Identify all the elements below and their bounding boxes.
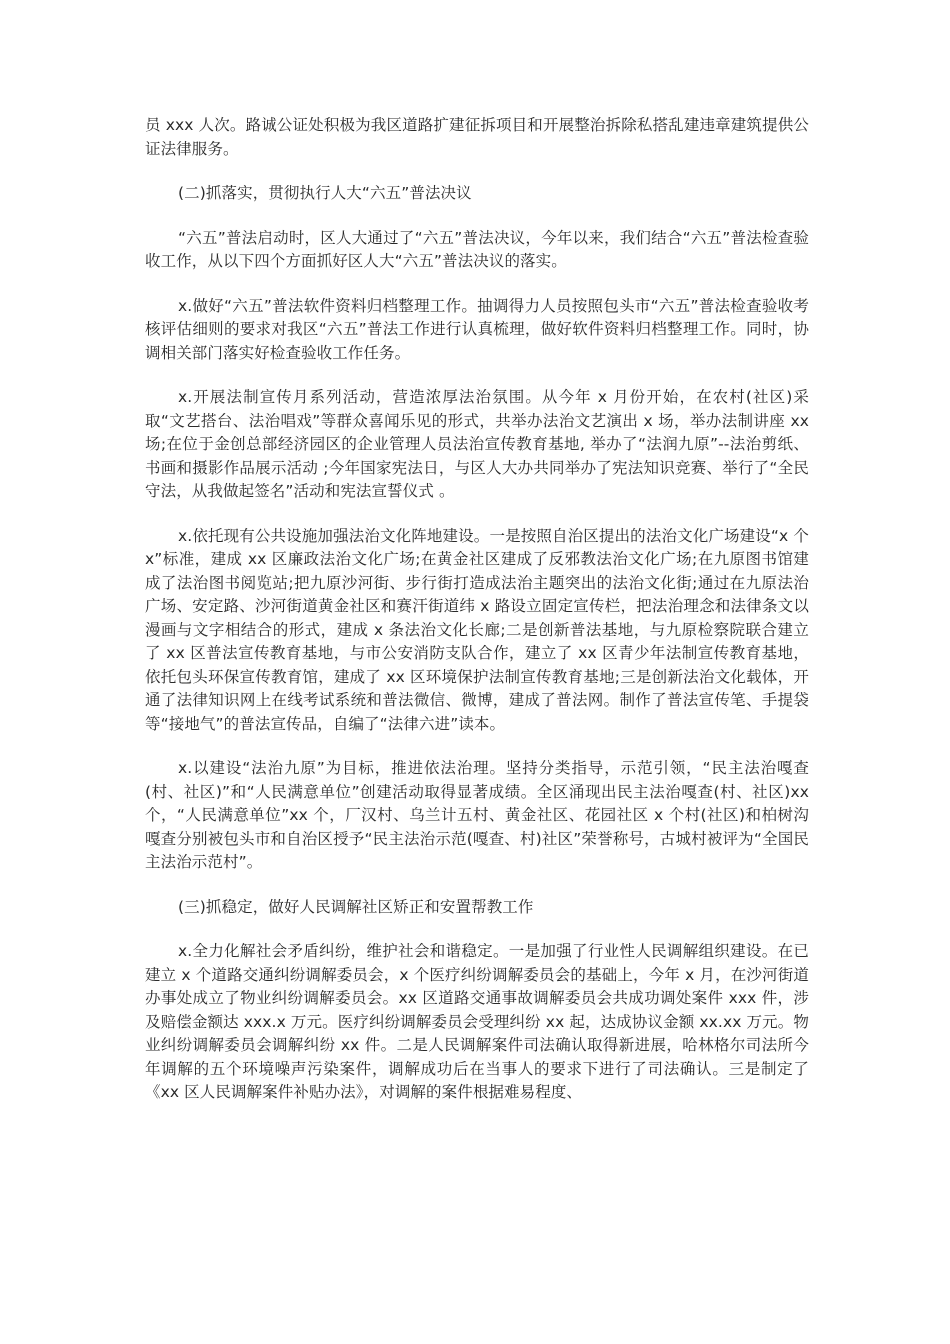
section-heading-three: (三)抓稳定，做好人民调解社区矫正和安置帮教工作 <box>178 897 534 916</box>
paragraph-item-publicity-month: x.开展法制宣传月系列活动，营造浓厚法治氛围。从今年 x 月份开始，在农村(社区)采取“文艺搭台、法治唱戏”等群众喜闻乐见的形式，共举办法治文艺演出 x 场，举办法制讲座 xx 场;在位于金创总部经济园区的企业管理人员法治宣传教育基地, 举办了“法润九原”--法治剪纸、书画和摄影作品展示活动 ;今年国家宪法日，与区人大办共同举办了宪法知识竞赛、举行了“全民守法，从我做起签名”活动和宪法宣誓仪式 。 <box>145 388 809 500</box>
paragraph-item-mediation: x.全力化解社会矛盾纠纷，维护社会和谐稳定。一是加强了行业性人民调解组织建设。在已建立 x 个道路交通纠纷调解委员会，x 个医疗纠纷调解委员会的基础上，今年 x 月，在沙河街道办事处成立了物业纠纷调解委员会。xx 区道路交通事故调解委员会共成功调处案件 xxx 件，涉及赔偿金额达 xxx.x 万元。医疗纠纷调解委员会受理纠纷 xx 起，达成协议金额 xx.xx 万元。物业纠纷调解委员会调解纠纷 xx 件。二是人民调解案件司法确认取得新进展，哈林格尔司法所今年调解的五个环境噪声污染案件，调解成功后在当事人的要求下进行了司法确认。三是制定了《xx 区人民调解案件补贴办法》，对调解的案件根据难易程度、 <box>145 942 809 1101</box>
document-page <box>145 114 809 1105</box>
paragraph-item-rule-of-law: x.以建设“法治九原”为目标，推进依法治理。坚持分类指导，示范引领，“民主法治嘎查(村、社区)”和“人民满意单位”创建活动取得显著成绩。全区涌现出民主法治嘎查(村、社区)xx 个，“人民满意单位”xx 个，厂汉村、乌兰计五村、黄金社区、花园社区 x 个村(社区)和柏树沟嘎查分别被包头市和自治区授予“民主法治示范(嘎查、村)社区”荣誉称号，古城村被评为“全国民主法治示范村”。 <box>145 759 809 871</box>
paragraph-item-culture-base: x.依托现有公共设施加强法治文化阵地建设。一是按照自治区提出的法治文化广场建设“x 个 x”标准，建成 xx 区廉政法治文化广场;在黄金社区建成了反邪教法治文化广场;在九原图书馆建成了法治图书阅览站;把九原沙河街、步行街打造成法治主题突出的法治文化街;通过在九原法治广场、安定路、沙河街道黄金社区和赛汗街道纬 x 路设立固定宣传栏，把法治理念和法律条文以漫画与文字相结合的形式，建成 x 条法治文化长廊;二是创新普法基地，与九原检察院联合建立了 xx 区普法宣传教育基地，与市公安消防支队合作，建立了 xx 区青少年法制宣传教育基地，依托包头环保宣传教育馆，建成了 xx 区环境保护法制宣传教育基地;三是创新法治文化载体，开通了法律知识网上在线考试系统和普法微信、微博，建成了普法网。制作了普法宣传笔、手提袋等“接地气”的普法宣传品，自编了“法律六进”读本。 <box>145 526 809 733</box>
paragraph-intro: “六五”普法启动时，区人大通过了“六五”普法决议，今年以来，我们结合“六五”普法检查验收工作，从以下四个方面抓好区人大“六五”普法决议的落实。 <box>145 228 809 270</box>
section-heading-two: (二)抓落实，贯彻执行人大“六五”普法决议 <box>178 184 472 202</box>
paragraph-continuation: 员 xxx 人次。路诚公证处积极为我区道路扩建征拆项目和开展整治拆除私搭乱建违章建筑提供公证法律服务。 <box>145 116 809 158</box>
paragraph-item-archiving: x.做好“六五”普法软件资料归档整理工作。抽调得力人员按照包头市“六五”普法检查验收考核评估细则的要求对我区“六五”普法工作进行认真梳理，做好软件资料归档整理工作。同时，协调相关部门落实好检查验收工作任务。 <box>145 296 809 362</box>
